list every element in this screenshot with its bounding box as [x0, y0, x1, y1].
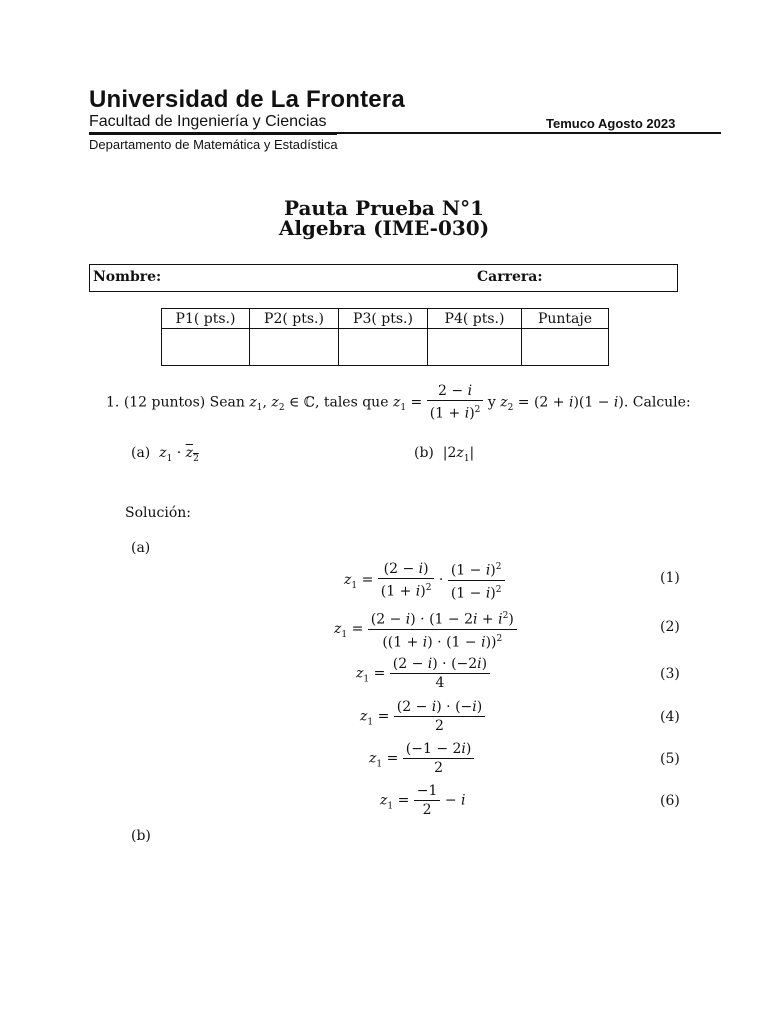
- equation-1: $z_1$ = $\frac{(2 - i)}{(1 + i)^2}$ · $\frac{(1 - i)^2}{(1 - i)^2}$: [344, 558, 505, 602]
- faculty-name: Facultad de Ingeniería y Ciencias: [89, 113, 327, 130]
- equation-3: $z_1$ = $\frac{(2 - i) \cdot (-2i)}{4}$: [356, 655, 490, 692]
- course-title: Algebra (IME-030): [278, 216, 490, 240]
- city-date: Temuco Agosto 2023: [546, 116, 676, 131]
- part-b-label: (b): [414, 445, 434, 461]
- equation-2: $z_1$ = $\frac{(2 - i) \cdot (1 - 2i + i^2)}{((1 + i) \cdot (1 - i))^2}$: [334, 607, 517, 651]
- problem-1-statement: 1. (12 puntos) Sean $z_1$, $z_2$ ∈ ℂ, tales que $z_1$ = $\frac{2 - i}{(1 + i)^2}$ y $z_2 = (2 + i)(1 - i)$. Calcule:: [106, 383, 691, 422]
- score-cell-p4: [428, 329, 522, 366]
- equation-number-3: (3): [660, 666, 680, 682]
- exam-title: Pauta Prueba N°1: [283, 196, 485, 220]
- score-header-p4: P4( pts.): [428, 309, 522, 329]
- problem-instruction: Calcule:: [632, 394, 691, 411]
- part-a: (a) $z_1 \cdot z_2$: [131, 445, 199, 464]
- equation-number-4: (4): [660, 709, 680, 725]
- score-cell-p2: [250, 329, 339, 366]
- score-header-total: Puntaje: [522, 309, 609, 329]
- solution-label: Solución:: [125, 505, 191, 521]
- part-a-label: (a): [131, 445, 151, 461]
- part-b: (b) $|2z_1|$: [414, 445, 475, 464]
- name-label: Nombre:: [93, 269, 162, 285]
- score-cell-total: [522, 329, 609, 366]
- score-cell-p1: [162, 329, 250, 366]
- equation-number-1: (1): [660, 570, 680, 586]
- equation-6: $z_1$ = $\frac{-1}{2}$ − i: [380, 783, 466, 818]
- score-table: [161, 308, 609, 366]
- student-info-box: [89, 264, 678, 292]
- equation-5: $z_1$ = $\frac{(-1 - 2i)}{2}$: [369, 740, 474, 777]
- solution-b-label: (b): [131, 828, 151, 844]
- department-name: Departamento de Matemática y Estadística: [89, 137, 338, 152]
- career-label: Carrera:: [477, 269, 543, 285]
- score-cell-p3: [339, 329, 428, 366]
- score-header-p3: P3( pts.): [339, 309, 428, 329]
- equation-number-6: (6): [660, 793, 680, 809]
- equation-4: $z_1$ = $\frac{(2 - i) \cdot (-i)}{2}$: [360, 698, 485, 735]
- university-name: Universidad de La Frontera: [89, 86, 405, 113]
- problem-number: 1.: [106, 394, 120, 411]
- equation-number-2: (2): [660, 619, 680, 635]
- score-header-p1: P1( pts.): [162, 309, 250, 329]
- problem-points: (12 puntos) Sean: [123, 394, 245, 411]
- solution-a-label: (a): [131, 540, 151, 556]
- score-header-p2: P2( pts.): [250, 309, 339, 329]
- header-rule-accent: [89, 132, 337, 135]
- equation-number-5: (5): [660, 751, 680, 767]
